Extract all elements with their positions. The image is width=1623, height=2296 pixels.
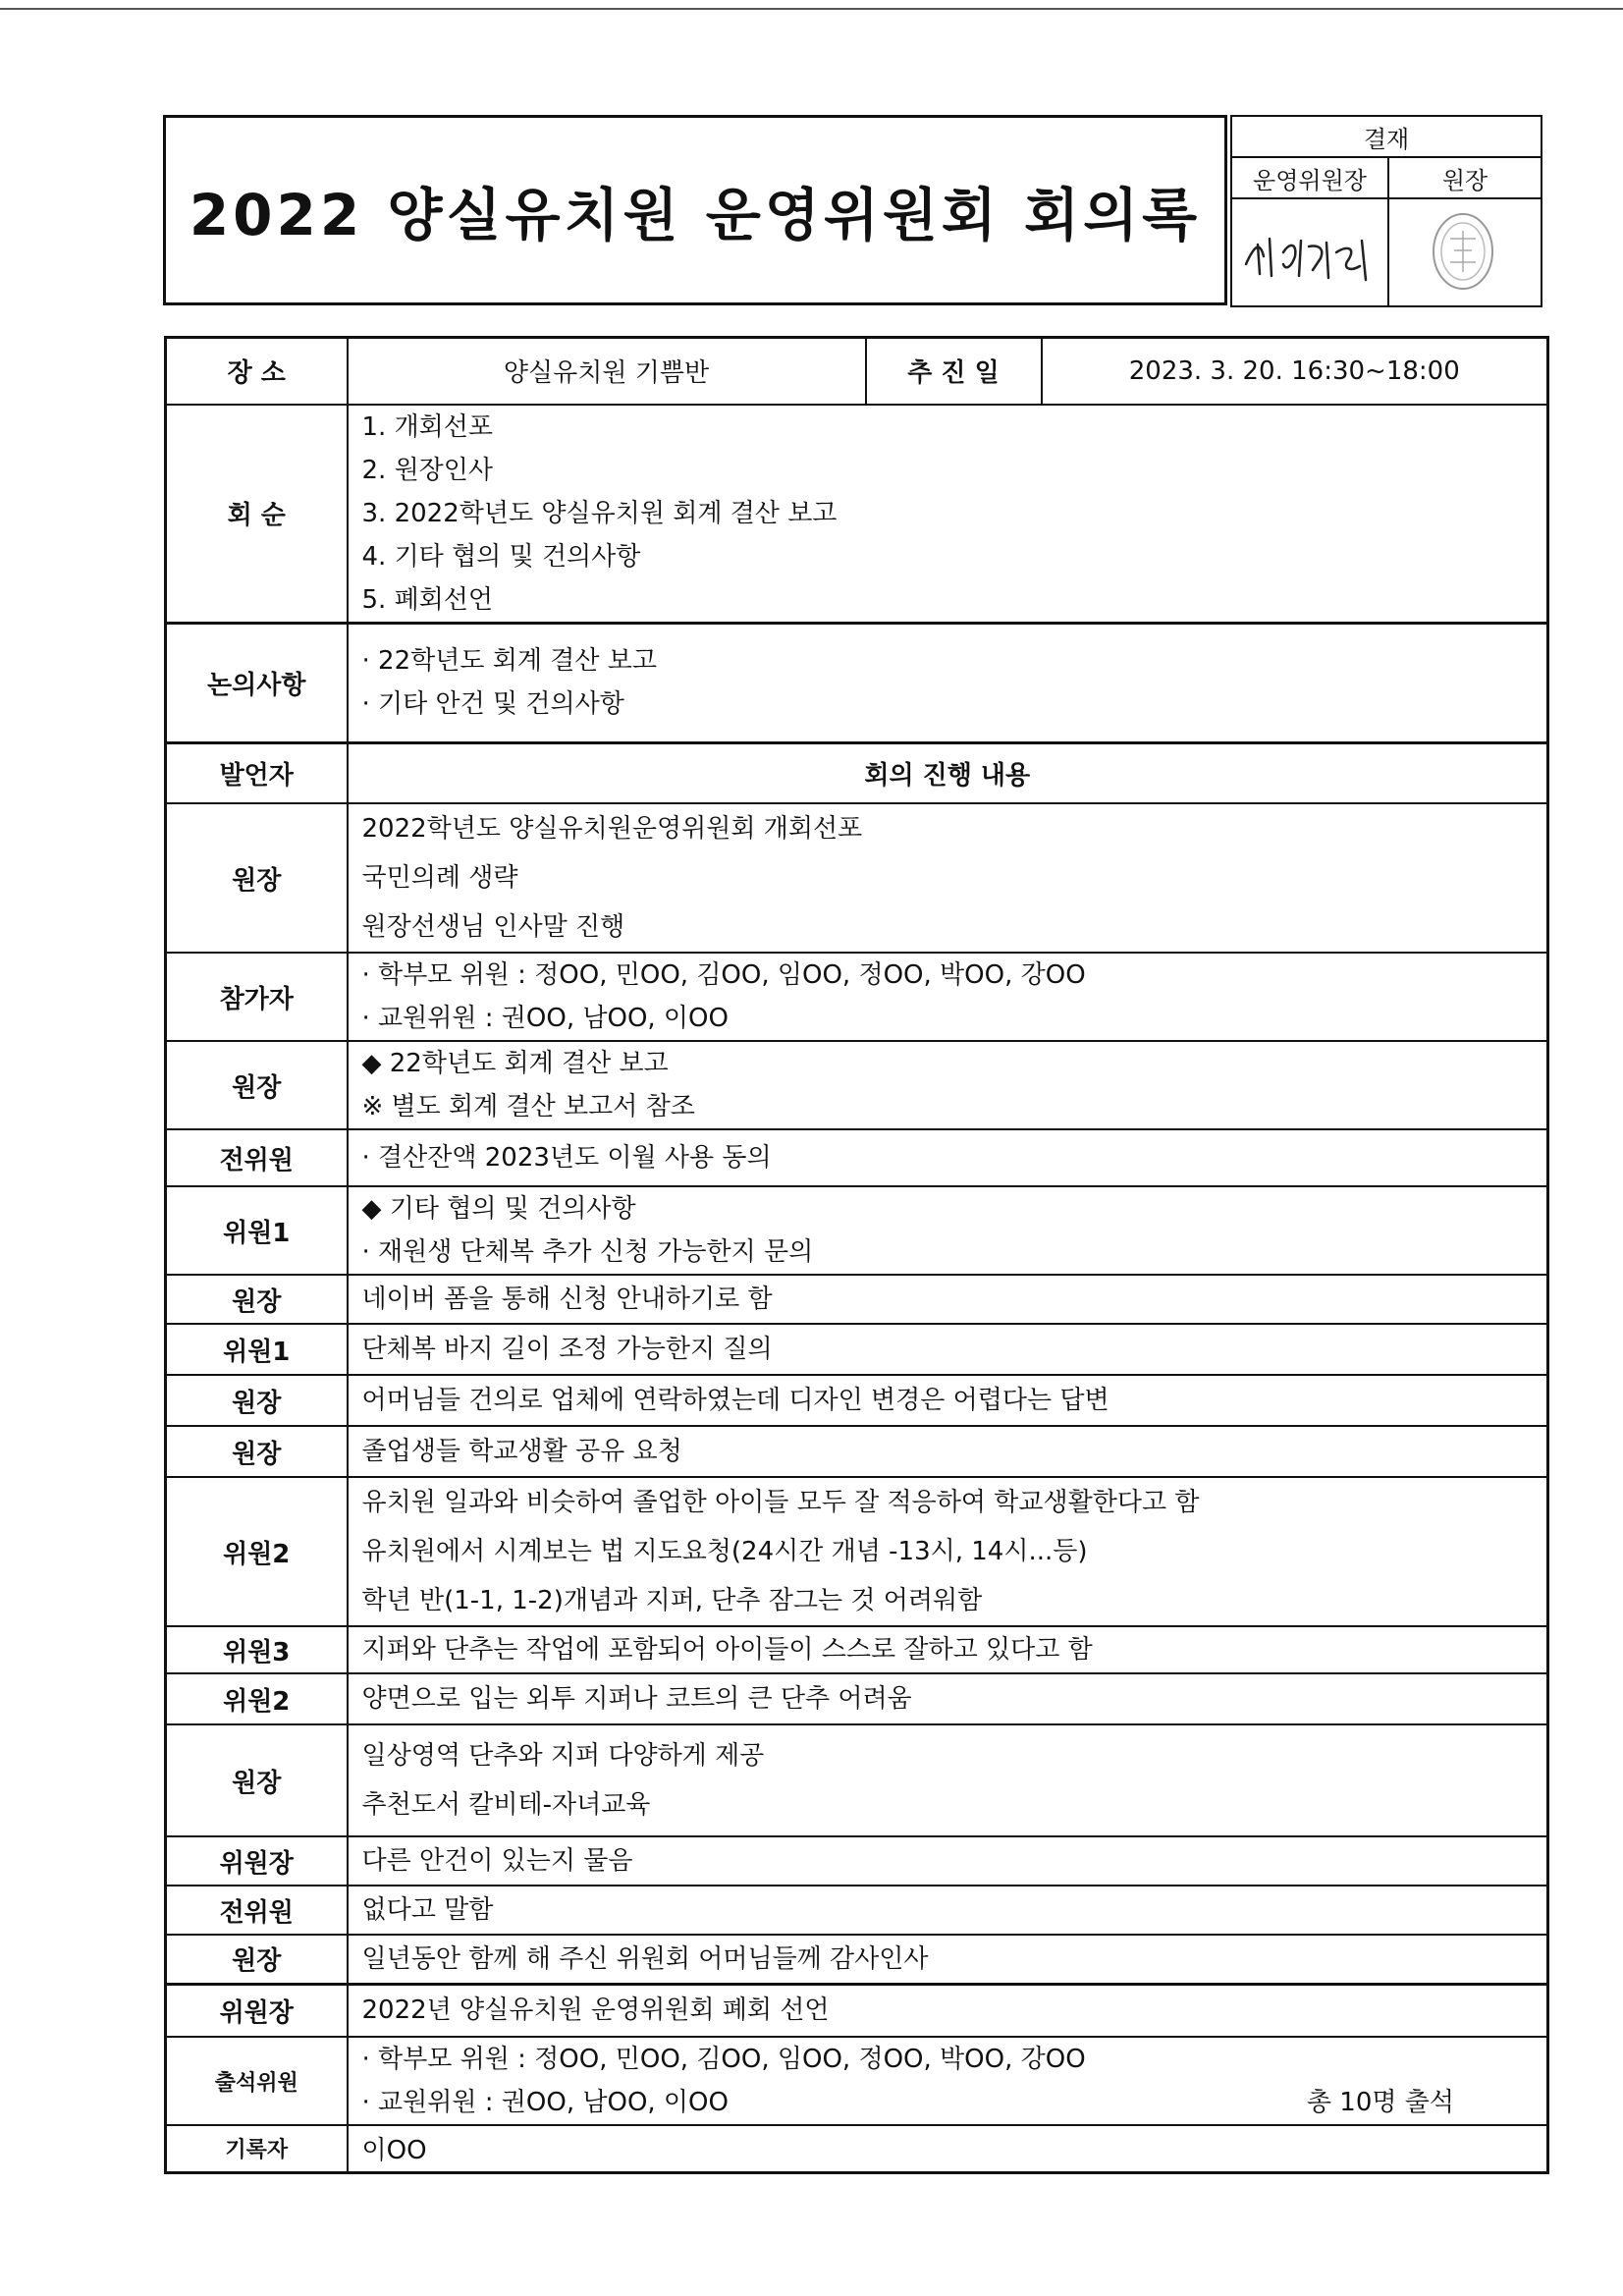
document-title: 2022 양실유치원 운영위원회 회의록 [189, 182, 1202, 248]
content-line: 국민의례 생략 [361, 863, 518, 893]
speaker-cell: 위원2 [166, 1673, 348, 1724]
content-line: · 결산잔액 2023년도 이월 사용 동의 [361, 1143, 772, 1173]
content-line: 양면으로 입는 외투 지퍼나 코트의 큰 단추 어려움 [361, 1684, 912, 1714]
minutes-row [166, 1673, 1548, 1724]
agenda-item: 3. 2022학년도 양실유치원 회계 결산 보고 [361, 498, 838, 528]
content-line: 유치원에서 시계보는 법 지도요청(24시간 개념 -13시, 14시...등) [361, 1537, 1088, 1566]
content-cell [348, 953, 1548, 1041]
speaker-cell: 원장 [166, 1275, 348, 1324]
content-line: 일년동안 함께 해 주신 위원회 어머님들께 감사인사 [361, 1943, 929, 1974]
content-line: 없다고 말함 [361, 1895, 494, 1925]
content-line: ◆ 기타 협의 및 건의사항 [361, 1194, 636, 1224]
speaker-cell: 위원3 [166, 1626, 348, 1673]
content-cell [348, 1375, 1548, 1426]
minutes-row [166, 1935, 1548, 1984]
content-line: 유치원 일과와 비슷하여 졸업한 아이들 모두 잘 적응하여 학교생활한다고 함 [361, 1488, 1200, 1517]
speaker-cell: 원장 [166, 1935, 348, 1984]
content-cell [348, 1477, 1548, 1626]
content-cell [348, 803, 1548, 953]
content-cell [348, 1724, 1548, 1836]
minutes-row [166, 953, 1548, 1041]
content-line: 원장선생님 인사말 진행 [361, 912, 625, 942]
speaker-cell: 전위원 [166, 1886, 348, 1935]
minutes-row [166, 1324, 1548, 1375]
content-line: ◆ 22학년도 회계 결산 보고 [361, 1049, 669, 1078]
agenda-row [166, 405, 1548, 624]
recorder-value: 이OO [348, 2125, 1548, 2172]
content-header: 회의 진행 내용 [348, 742, 1548, 803]
content-cell [348, 1275, 1548, 1324]
speaker-cell: 원장 [166, 803, 348, 953]
content-line: 단체복 바지 길이 조정 가능한지 질의 [361, 1335, 773, 1364]
handwritten-signature [1240, 227, 1378, 286]
content-line: 지퍼와 단추는 작업에 포함되어 아이들이 스스로 잘하고 있다고 함 [361, 1635, 1093, 1665]
speaker-cell: 위원장 [166, 1984, 348, 2037]
content-line: · 교원위원 : 권OO, 남OO, 이OO [361, 1004, 729, 1033]
content-line: 학년 반(1-1, 1-2)개념과 지퍼, 단추 잠그는 것 어려워함 [361, 1586, 983, 1615]
chair-signature-cell [1231, 198, 1388, 306]
attendance-teachers-line [362, 2081, 1534, 2124]
speaker-cell: 위원1 [166, 1324, 348, 1375]
attendance-row [166, 2037, 1548, 2125]
approval-col-director: 원장 [1388, 157, 1542, 198]
content-cell [348, 1935, 1548, 1984]
content-line: 졸업생들 학교생활 공유 요청 [361, 1437, 682, 1466]
minutes-row [166, 1426, 1548, 1477]
title-box [163, 115, 1227, 305]
attendance-label: 출석위원 [166, 2037, 348, 2125]
approval-col-chair: 운영위원장 [1231, 157, 1388, 198]
minutes-row [166, 1186, 1548, 1275]
agenda-list [348, 405, 1548, 624]
minutes-row [166, 1041, 1548, 1129]
discussion-label: 논의사항 [166, 623, 348, 742]
minutes-row [166, 1626, 1548, 1673]
agenda-item: 1. 개회선포 [361, 411, 494, 442]
speaker-cell: 원장 [166, 1041, 348, 1129]
content-line: 다른 안건이 있는지 물음 [361, 1846, 633, 1876]
minutes-row [166, 1886, 1548, 1935]
agenda-item: 4. 기타 협의 및 건의사항 [361, 541, 641, 572]
attendance-parents: · 학부모 위원 : 정OO, 민OO, 김OO, 임OO, 정OO, 박OO, 강OO [361, 2045, 1086, 2074]
minutes-header-row [166, 742, 1548, 803]
content-cell [348, 1324, 1548, 1375]
minutes-row [166, 803, 1548, 953]
minutes-row [166, 1724, 1548, 1836]
content-cell [348, 1626, 1548, 1673]
content-line: 네이버 폼을 통해 신청 안내하기로 함 [361, 1285, 773, 1314]
content-cell [348, 1186, 1548, 1275]
date-value: 2023. 3. 20. 16:30~18:00 [1042, 338, 1548, 405]
minutes-row [166, 1129, 1548, 1186]
recorder-label: 기록자 [166, 2125, 348, 2172]
approval-box [1230, 115, 1542, 307]
director-seal-cell [1388, 198, 1542, 306]
discussion-item: · 22학년도 회계 결산 보고 [361, 646, 657, 676]
speaker-cell: 전위원 [166, 1129, 348, 1186]
speaker-cell: 위원1 [166, 1186, 348, 1275]
content-cell [348, 1041, 1548, 1129]
content-cell [348, 1886, 1548, 1935]
approval-header: 결재 [1231, 116, 1542, 157]
place-row [166, 338, 1548, 405]
discussion-list [348, 623, 1548, 742]
date-label: 추 진 일 [866, 338, 1042, 405]
content-line: 추천도서 칼비테-자녀교육 [361, 1790, 651, 1820]
seal-stamp-icon [1427, 209, 1499, 294]
content-cell [348, 1673, 1548, 1724]
speaker-cell: 원장 [166, 1724, 348, 1836]
attendance-total: 총 10명 출석 [1306, 2088, 1454, 2117]
attendance-teachers: · 교원위원 : 권OO, 남OO, 이OO [361, 2088, 729, 2117]
content-line: ※ 별도 회계 결산 보고서 참조 [361, 1092, 695, 1121]
speaker-cell: 참가자 [166, 953, 348, 1041]
content-cell [348, 1984, 1548, 2037]
recorder-row [166, 2125, 1548, 2172]
minutes-row [166, 1375, 1548, 1426]
content-line: 어머님들 건의로 업체에 연락하였는데 디자인 변경은 어렵다는 답변 [361, 1386, 1109, 1415]
content-line: · 학부모 위원 : 정OO, 민OO, 김OO, 임OO, 정OO, 박OO, 강OO [361, 960, 1086, 990]
attendance-cell [348, 2037, 1548, 2125]
minutes-row [166, 1477, 1548, 1626]
speaker-cell: 원장 [166, 1375, 348, 1426]
content-line: 일상영역 단추와 지퍼 다양하게 제공 [361, 1741, 765, 1771]
content-line: · 재원생 단체복 추가 신청 가능한지 문의 [361, 1237, 814, 1267]
speaker-header: 발언자 [166, 742, 348, 803]
agenda-item: 2. 원장인사 [361, 455, 494, 485]
minutes-row [166, 1836, 1548, 1886]
content-line: 2022년 양실유치원 운영위원회 폐회 선언 [361, 1995, 830, 2026]
content-cell [348, 1129, 1548, 1186]
content-cell [348, 1836, 1548, 1886]
scan-edge-line [0, 8, 1623, 10]
minutes-row [166, 1275, 1548, 1324]
speaker-cell: 원장 [166, 1426, 348, 1477]
discussion-row [166, 623, 1548, 742]
content-line: 2022학년도 양실유치원운영위원회 개회선포 [361, 814, 863, 844]
content-cell [348, 1426, 1548, 1477]
discussion-item: · 기타 안건 및 건의사항 [361, 689, 624, 719]
speaker-cell: 위원2 [166, 1477, 348, 1626]
place-value: 양실유치원 기쁨반 [348, 338, 866, 405]
place-label: 장 소 [166, 338, 348, 405]
minutes-table [164, 336, 1549, 2174]
minutes-row [166, 1984, 1548, 2037]
agenda-label: 회 순 [166, 405, 348, 624]
agenda-item: 5. 폐회선언 [361, 584, 494, 615]
speaker-cell: 위원장 [166, 1836, 348, 1886]
